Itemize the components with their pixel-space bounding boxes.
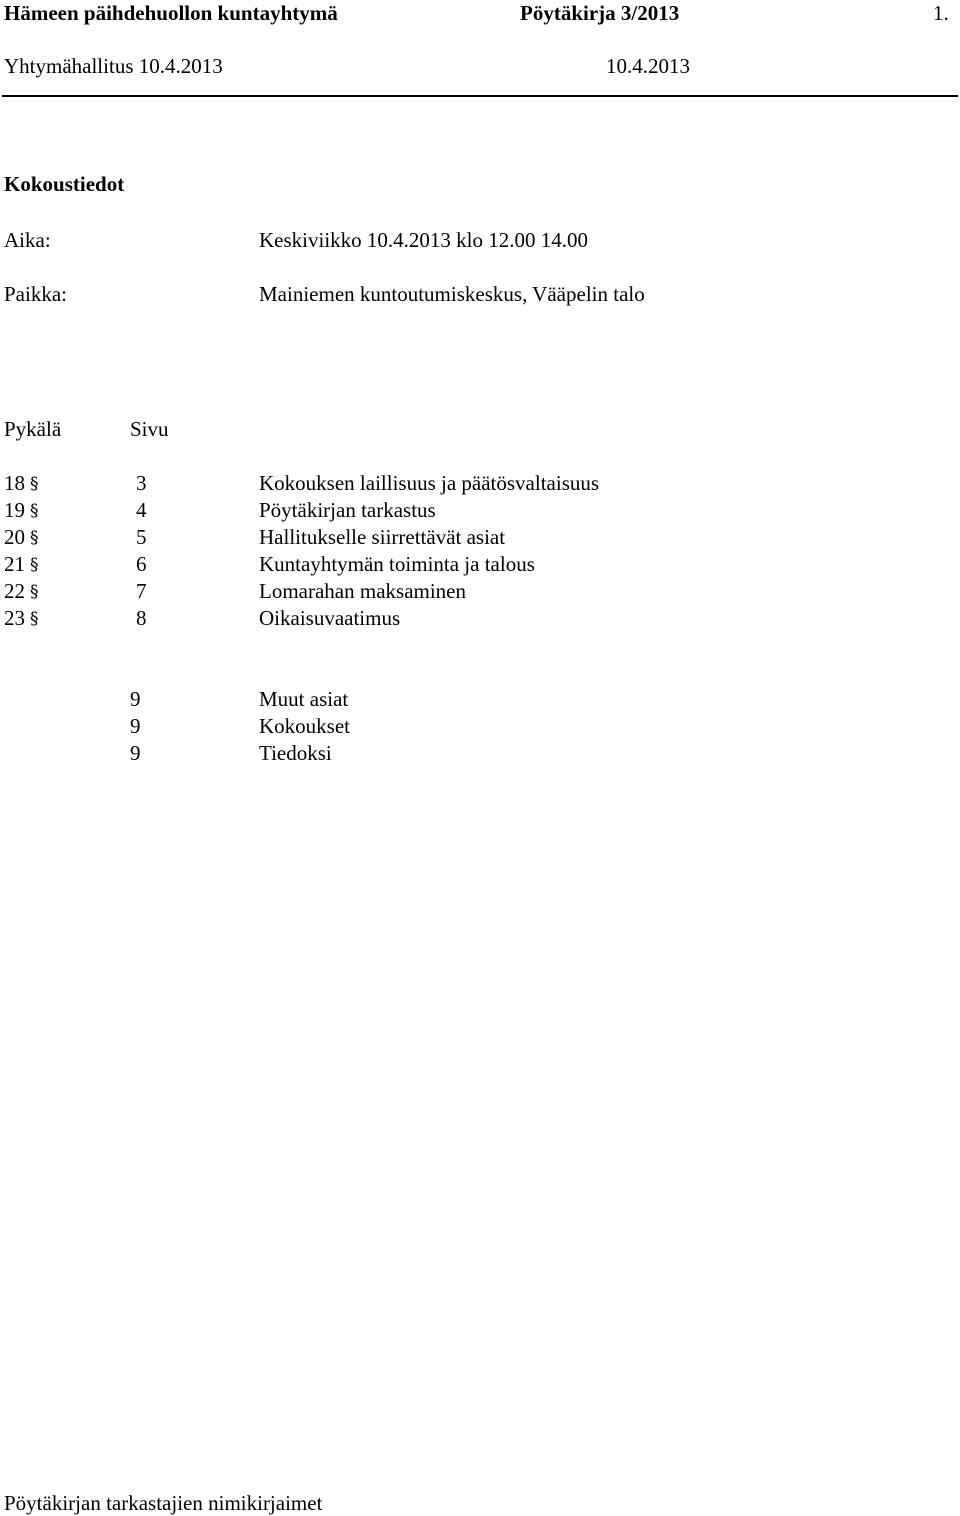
section-number: 18 [4, 471, 25, 495]
footer-initials: Pöytäkirjan tarkastajien nimikirjaimet [4, 1491, 323, 1515]
section-number: 21 [4, 552, 25, 576]
place-value: Mainiemen kuntoutumiskeskus, Vääpelin talo [259, 282, 645, 306]
page-number: 1. [933, 1, 949, 25]
section-symbol: § [30, 555, 39, 575]
section-symbol: § [30, 528, 39, 548]
meeting-date: 10.4.2013 [606, 54, 690, 78]
agenda-page: 8 [136, 606, 147, 630]
time-label: Aika: [4, 228, 51, 252]
agenda-title: Kokouksen laillisuus ja päätösvaltaisuus [259, 471, 600, 495]
extra-page: 9 [130, 714, 141, 738]
header-divider [2, 95, 958, 97]
section-number: 23 [4, 606, 25, 630]
section-symbol: § [30, 609, 39, 629]
agenda-page: 3 [136, 471, 147, 495]
agenda-page: 7 [136, 579, 147, 603]
section-number: 20 [4, 525, 25, 549]
agenda-title: Hallitukselle siirrettävät asiat [259, 525, 506, 549]
time-value: Keskiviikko 10.4.2013 klo 12.00 14.00 [259, 228, 588, 252]
section-symbol: § [30, 582, 39, 602]
section-number: 19 [4, 498, 25, 522]
extra-title: Muut asiat [259, 687, 349, 711]
section-symbol: § [30, 474, 39, 494]
section-number: 22 [4, 579, 25, 603]
column-header-section: Pykälä [4, 417, 62, 441]
agenda-title: Lomarahan maksaminen [259, 579, 467, 603]
organization-name: Hämeen päihdehuollon kuntayhtymä [4, 1, 338, 25]
place-label: Paikka: [4, 282, 67, 306]
agenda-title: Kuntayhtymän toiminta ja talous [259, 552, 535, 576]
extra-title: Kokoukset [259, 714, 350, 738]
governing-body: Yhtymähallitus 10.4.2013 [4, 54, 223, 78]
agenda-title: Oikaisuvaatimus [259, 606, 401, 630]
agenda-title: Pöytäkirjan tarkastus [259, 498, 436, 522]
section-symbol: § [30, 501, 39, 521]
document-title: Pöytäkirja 3/2013 [520, 1, 680, 25]
agenda-page: 4 [136, 498, 147, 522]
extra-page: 9 [130, 741, 141, 765]
extra-title: Tiedoksi [259, 741, 332, 765]
extra-page: 9 [130, 687, 141, 711]
section-heading: Kokoustiedot [4, 172, 125, 196]
agenda-page: 6 [136, 552, 147, 576]
column-header-page: Sivu [130, 417, 169, 441]
agenda-page: 5 [136, 525, 147, 549]
